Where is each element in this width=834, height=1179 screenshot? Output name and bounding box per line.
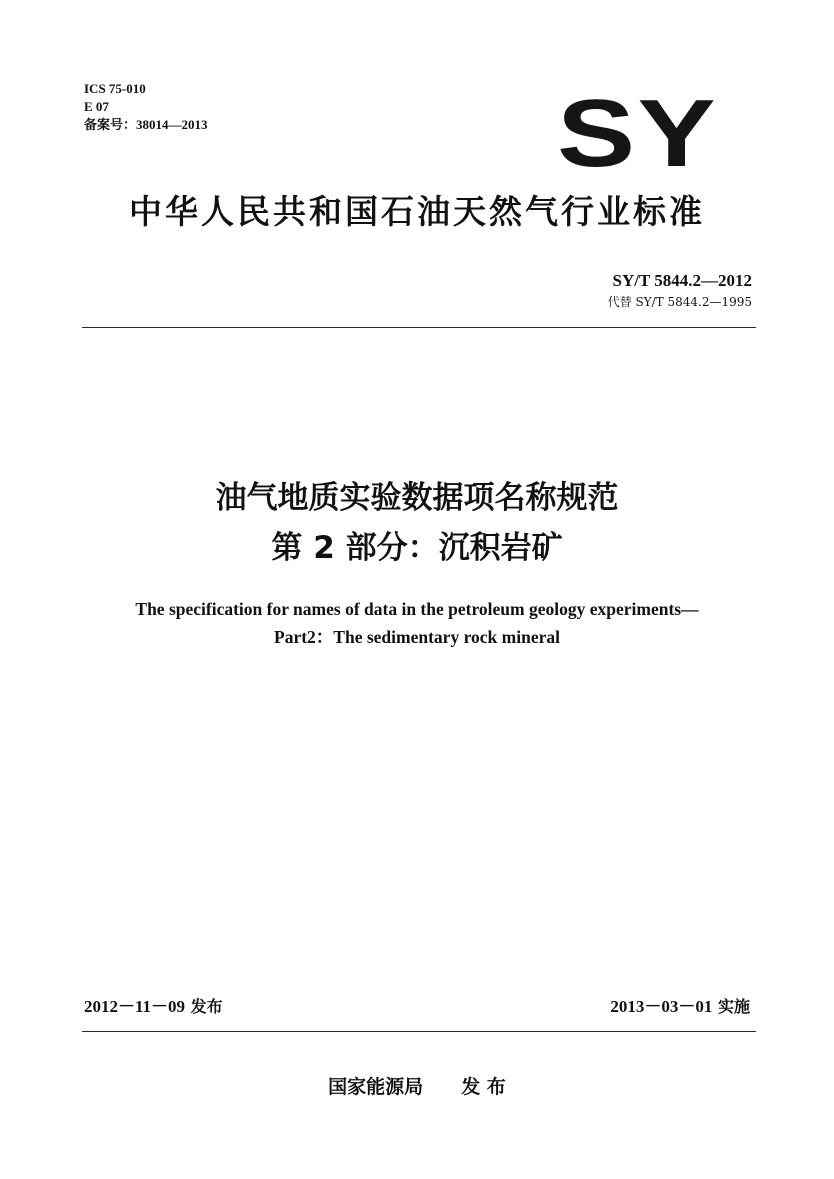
publisher-name: 国家能源局 <box>328 1076 424 1098</box>
issue-date <box>84 996 223 1018</box>
e-code: E 07 <box>84 99 109 114</box>
top-divider <box>82 327 756 328</box>
effective-date-label: 实施 <box>717 997 750 1016</box>
bottom-divider <box>82 1031 756 1032</box>
standard-number: SY/T 5844.2—2012 <box>612 271 752 290</box>
effective-date <box>610 996 750 1018</box>
publisher <box>0 1074 834 1100</box>
record-number: 备案号：38014—2013 <box>84 117 208 132</box>
title-en-line1: The specification for names of data in the petroleum geology experiments— <box>135 599 699 619</box>
publisher-label: 发 布 <box>461 1076 506 1098</box>
title-en-line2: Part2：The sedimentary rock mineral <box>274 627 560 647</box>
sy-logo: SY <box>557 80 719 187</box>
standard-replaces: 代替 SY/T 5844.2—1995 <box>607 295 752 309</box>
title-cn-line1: 油气地质实验数据项名称规范 <box>215 480 619 516</box>
issue-date-value: 2012－11－09 <box>84 997 186 1016</box>
metadata-block <box>84 80 208 134</box>
effective-date-value: 2013－03－01 <box>610 997 713 1016</box>
title-cn-line2: 第 2 部分：沉积岩矿 <box>271 530 563 566</box>
ics-code: ICS 75-010 <box>84 81 146 96</box>
issue-date-label: 发布 <box>190 997 223 1016</box>
organization-title: 中华人民共和国石油天然气行业标准 <box>129 192 705 231</box>
